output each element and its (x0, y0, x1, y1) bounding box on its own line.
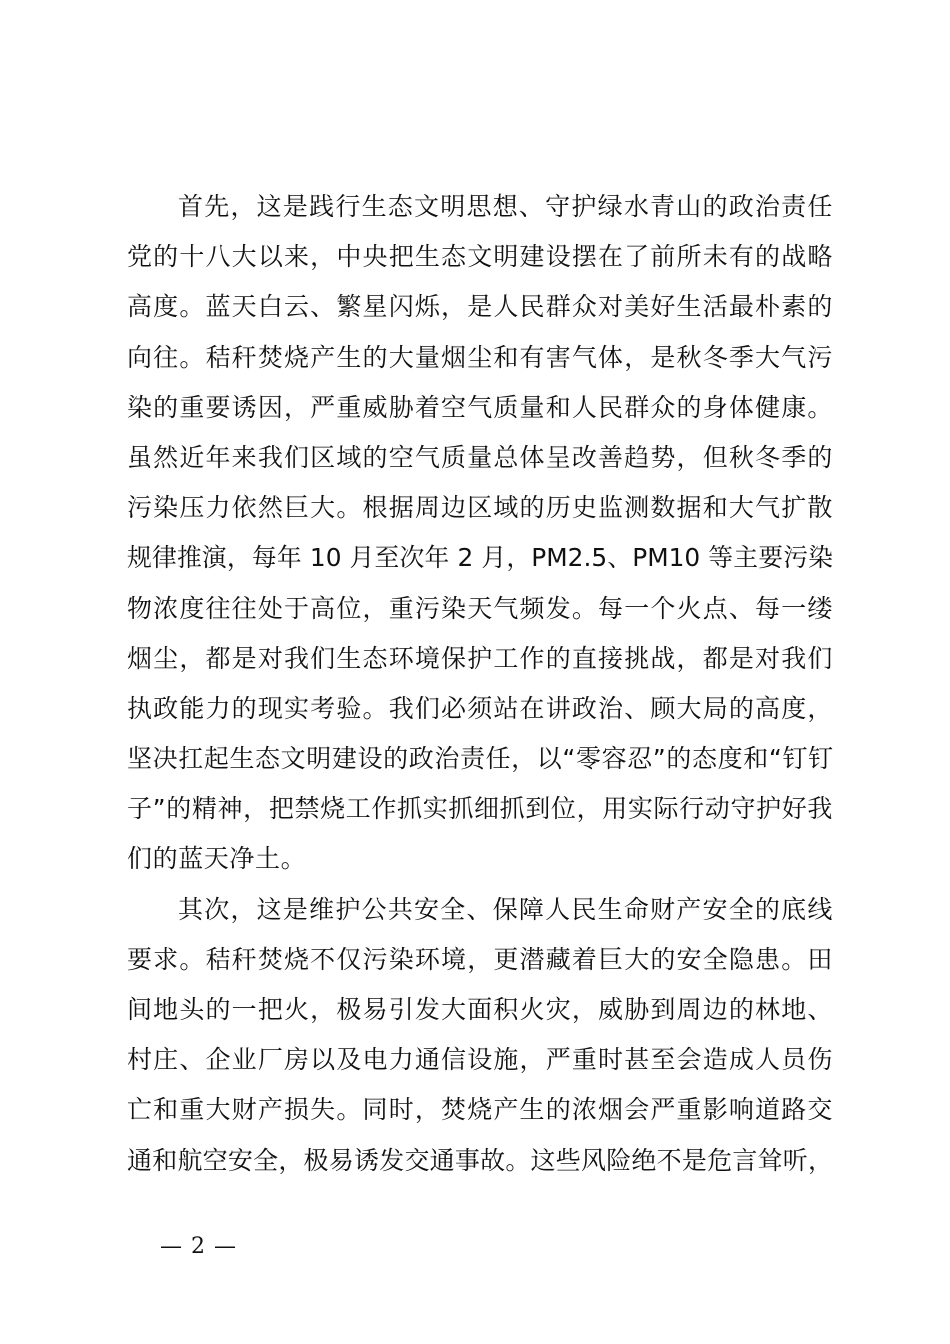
paragraph-2-line-5: 亡和重大财产损失。同时，焚烧产生的浓烟会严重影响道路交 (127, 1095, 833, 1125)
paragraph-1-line-3: 高度。蓝天白云、繁星闪烁，是人民群众对美好生活最朴素的 (127, 292, 833, 322)
paragraph-2-line-4: 村庄、企业厂房以及电力通信设施，严重时甚至会造成人员伤 (127, 1045, 833, 1075)
paragraph-2-line-6: 通和航空安全，极易诱发交通事故。这些风险绝不是危言耸听， (127, 1145, 833, 1175)
paragraph-1-line-10: 烟尘，都是对我们生态环境保护工作的直接挑战，都是对我们 (127, 643, 833, 673)
paragraph-1-line-2: 党的十八大以来，中央把生态文明建设摆在了前所未有的战略 (127, 242, 833, 272)
paragraph-2-line-3: 间地头的一把火，极易引发大面积火灾，威胁到周边的林地、 (127, 995, 833, 1024)
paragraph-1-line-6: 虽然近年来我们区域的空气质量总体呈改善趋势，但秋冬季的 (127, 442, 833, 472)
paragraph-2-line-2: 要求。秸秆焚烧不仅污染环境，更潜藏着巨大的安全隐患。田 (127, 944, 833, 974)
paragraph-1-line-4: 向往。秸秆焚烧产生的大量烟尘和有害气体，是秋冬季大气污 (127, 342, 833, 372)
paragraph-1-line-7: 污染压力依然巨大。根据周边区域的历史监测数据和大气扩散 (127, 493, 833, 523)
paragraph-1-line-1: 首先，这是践行生态文明思想、守护绿水青山的政治责任 (178, 192, 833, 221)
paragraph-1-line-12: 坚决扛起生态文明建设的政治责任，以“零容忍”的态度和“钉钉 (127, 744, 833, 774)
paragraph-1-line-14: 们的蓝天净土。 (127, 844, 307, 874)
paragraph-1-line-11: 执政能力的现实考验。我们必须站在讲政治、顾大局的高度， (127, 693, 833, 723)
body-text (127, 182, 833, 1186)
paragraph-1-line-13: 子”的精神，把禁烧工作抓实抓细抓到位，用实际行动守护好我 (127, 794, 833, 824)
page-number: — 2 — (160, 1234, 237, 1259)
paragraph-1-line-5: 染的重要诱因，严重威胁着空气质量和人民群众的身体健康。 (127, 392, 833, 422)
paragraph-1-line-8: 规律推演，每年 10 月至次年 2 月，PM2.5、PM10 等主要污染 (127, 543, 833, 573)
paragraph-2-line-1: 其次，这是维护公共安全、保障人民生命财产安全的底线 (178, 894, 833, 924)
paragraph-1-line-9: 物浓度往往处于高位，重污染天气频发。每一个火点、每一缕 (127, 593, 833, 623)
